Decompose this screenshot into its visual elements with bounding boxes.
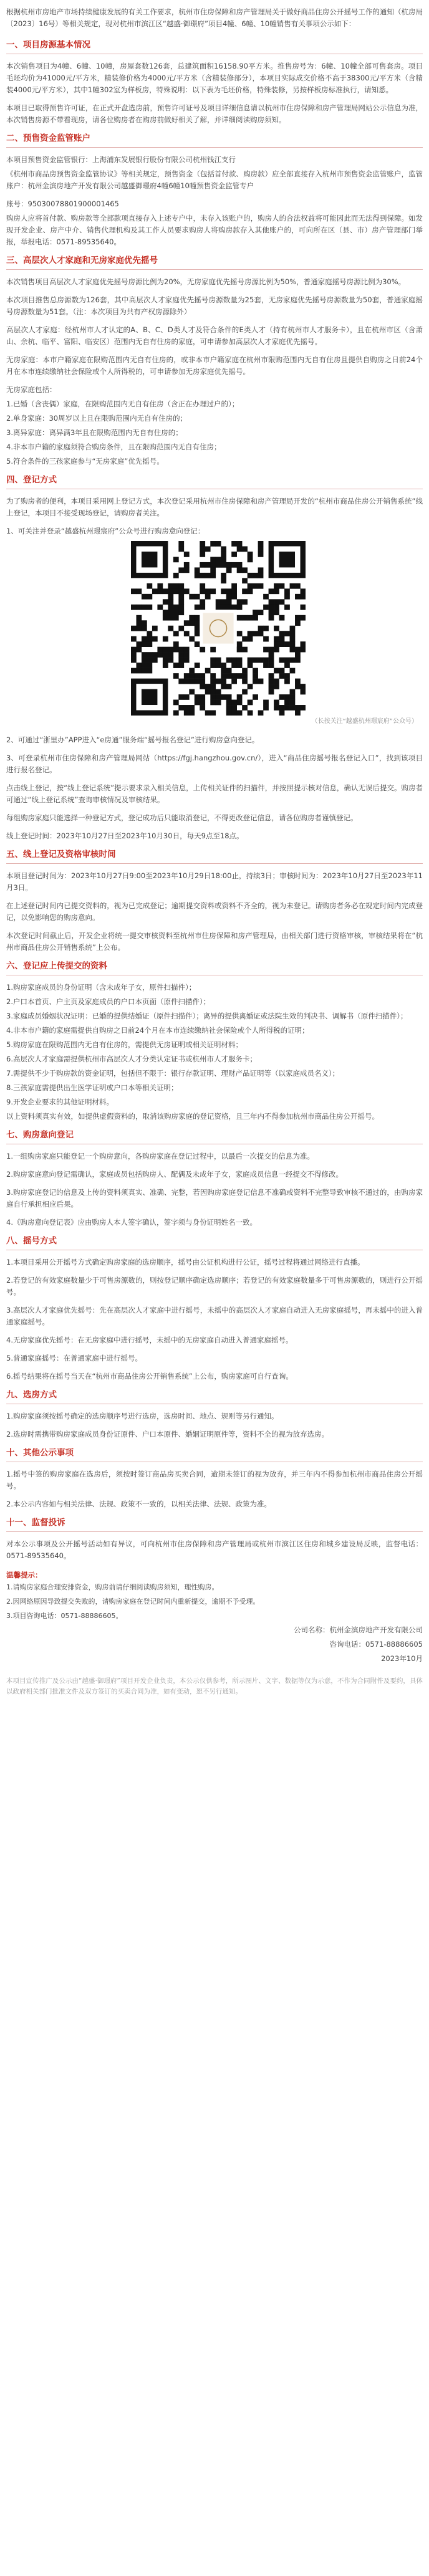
paragraph: 2.购房家庭意向登记需确认，家庭成员包括购房人、配偶及未成年子女，家庭成员信息一经提交不得修改。: [6, 1170, 343, 1179]
section-title: 一、项目房源基本情况: [6, 40, 90, 50]
paragraph: 3.高层次人才家庭优先摇号：先在高层次人才家庭中进行摇号，未摇中的高层次人才家庭自动进入无房家庭摇号，再未摇中的进入普通家庭摇号。: [6, 1306, 423, 1326]
escrow-account-number: 账号：95030078801900001465: [6, 199, 119, 208]
company-phone: 咨询电话：0571-88886605: [329, 1640, 423, 1649]
paragraph: 1.本项目采用公开摇号方式确定购房家庭的选房顺序，摇号由公证机构进行公证，摇号过程将通过网络进行直播。: [6, 1258, 365, 1266]
paragraph: 在上述登记时间内已提交资料的，视为已完成登记；逾期提交资料或资料不齐全的，视为未登记。请购房者务必在规定时间内完成登记，以免影响您的购房意向。: [6, 901, 423, 922]
list-item: 9.开发企业要求的其他证明材料。: [6, 1098, 113, 1106]
list-item: 2.户口本首页、户主页及家庭成员的户口本页面（原件扫描件）；: [6, 997, 211, 1006]
paragraph: 对本公示事项及公开摇号活动如有异议，可向杭州市住房保障和房产管理局或杭州市滨江区住房和城乡建设局反映，监督电话：0571-89535640。: [6, 1539, 423, 1560]
paragraph: 以上资料须真实有效，如提供虚假资料的，取消该购房家庭的登记资格，且三年内不得参加杭州市商品住房公开摇号。: [6, 1112, 379, 1121]
paragraph: 1.一组购房家庭只能登记一个购房意向，各购房家庭在登记过程中，以最后一次提交的信息为准。: [6, 1152, 314, 1161]
section-other-notices: [6, 1447, 423, 1510]
list-item: 5.符合条件的三孩家庭参与“无房家庭”优先摇号。: [6, 457, 164, 466]
paragraph: 4.《购房意向登记表》应由购房人本人签字确认，签字须与身份证明姓名一致。: [6, 1218, 257, 1227]
paragraph: 本次项目推售总房源数为126套，其中高层次人才家庭优先摇号房源数量为25套，无房家庭优先摇号房源数量为50套，普通家庭摇号房源数量为51套。（注：本次项目为共有产权房源除外）: [6, 295, 423, 316]
section-title: 四、登记方式: [6, 475, 57, 485]
section-title: 七、购房意向登记: [6, 1130, 74, 1140]
paragraph: 为了购房者的便利，本项目采用网上登记方式，本次登记采用杭州市住房保障和房产管理局开发的“杭州市商品住房公开销售系统”线上登记，本项目不接受现场登记，请购房者关注。: [6, 497, 423, 517]
paragraph: 《杭州市商品房预售资金监管协议》等相关规定，预售资金（包括首付款、购房款）应全部直接存入杭州市预售资金监管账户，监管账户：杭州金滨房地产开发有限公司越盛御璟府4幢6幢10幢预售资金监管专户: [6, 170, 423, 190]
section-registration-time: [6, 848, 423, 954]
qr-code-block: [6, 541, 423, 728]
section-title: 三、高层次人才家庭和无房家庭优先摇号: [6, 256, 158, 266]
escrow-bank: 本项目预售资金监管银行：上海浦东发展银行股份有限公司杭州钱江支行: [6, 155, 236, 164]
section-intent-registration: [6, 1129, 423, 1228]
section-divider: [6, 269, 423, 270]
disclaimer-notice: 本项目宣传推广及公示由“越盛·御璟府”项目开发企业负责，本公示仅供参考，所示图片、文字、数据等仅为示意，不作为合同附件及要约，具体以政府相关部门批准文件及双方签订的买卖合同为准，如有变动，恕不另行通知。: [6, 1677, 423, 1695]
section-lottery-method: [6, 1235, 423, 1382]
list-item: 1.购房家庭成员的身份证明（含未成年子女，原件扫描件）；: [6, 983, 196, 992]
section-divider: [6, 147, 423, 148]
paragraph: 5.普通家庭摇号：在普通家庭中进行摇号。: [6, 1354, 142, 1362]
reminder-item: 2.因网络原因导致提交失败的，请购房家庭在登记时间内重新提交，逾期不予受理。: [6, 1597, 260, 1606]
paragraph: 本次登记时间截止后，开发企业将统一提交审核资料至杭州市住房保障和房产管理局，由相关部门进行资格审核，审核结果将在“杭州市商品住房公开销售系统”上公布。: [6, 931, 423, 952]
section-priority-lottery: [6, 254, 423, 467]
section-title: 十一、监督投诉: [6, 1518, 65, 1528]
paragraph: 每组购房家庭只能选择一种登记方式，登记成功后只能取消登记，不得更改登记信息，请各位购房者谨慎登记。: [6, 813, 358, 822]
paragraph: 本项目登记时间为：2023年10月27日9:00至2023年10月29日18:00止，持续3日；审核时间为：2023年10月27日至2023年11月3日。: [6, 871, 423, 892]
list-item: 1.已婚（含丧偶）家庭，在限购范围内无自有住房（含正在办理过户的）；: [6, 400, 239, 408]
list-item: 8.三孩家庭需提供出生医学证明或户口本等相关证明；: [6, 1083, 178, 1092]
paragraph: 本次销售项目高层次人才家庭优先摇号房源比例为20%，无房家庭优先摇号房源比例为50%，普通家庭摇号房源比例为30%。: [6, 277, 406, 286]
section-divider: [6, 863, 423, 864]
list-intro: 无房家庭包括：: [6, 385, 57, 394]
section-required-documents: [6, 960, 423, 1123]
paragraph: 1.摇号中签的购房家庭在选房后，须按时签订商品房买卖合同，逾期未签订的视为放弃，并三年内不得参加杭州市商品住房公开摇号。: [6, 1470, 423, 1490]
section-supervision: [6, 1516, 423, 1562]
section-project-info: [6, 39, 423, 126]
paragraph: 2.若登记的有效家庭数量少于可售房源数的，则按登记顺序确定选房顺序；若登记的有效家庭数量多于可售房源数的，则进行公开摇号。: [6, 1276, 423, 1296]
qr-code-image[interactable]: [131, 541, 306, 716]
paragraph: 本次销售项目为4幢、6幢、10幢，房屋套数126套，总建筑面积16158.90平方米。推售房号为：6幢、10幢全部可售套房。项目毛坯均价为41000元/平方米，精装修价格为4000元/平方米（含精装修部分），本项目实际成交价格不高于38300元/平方米（含精装4000元/平方米），其中1幢302室为样板房，特殊说明：以下表为毛坯价格，特殊装修，另按样板房标准执行，请知悉。: [6, 62, 423, 94]
paragraph: 2.选房时需携带购房家庭成员身份证原件、户口本原件、婚姻证明原件等，资料不全的视为放弃选房。: [6, 1430, 329, 1439]
section-title: 十、其他公示事项: [6, 1448, 74, 1458]
list-item: 2.单身家庭：30周岁以上且在限购范围内无自有住房的；: [6, 414, 188, 423]
company-name: 公司名称：杭州金滨房地产开发有限公司: [294, 1626, 423, 1634]
intro-paragraph: 根据杭州市房地产市场持续健康发展的有关工作要求，杭州市住房保障和房产管理局关于做好商品住房公开摇号工作的通知（杭房局〔2023〕16号）等相关规定，现对杭州市滨江区“越盛·御璟府”项目4幢、6幢、10幢销售有关事项公示如下：: [6, 7, 423, 28]
paragraph: 线上登记时间：2023年10月27日至2023年10月30日，每天9点至18点。: [6, 831, 244, 840]
paragraph: 购房人应将首付款、购房款等全部款项直接存入上述专户中，未存入该账户的，购房人的合法权益将可能因此而无法得到保障。如发现开发企业、房产中介、销售代理机构及其工作人员要求购房人将购房款存入其他账户的，可向所在区（县、市）房产管理部门举报，举报电话：0571-89535640。: [6, 214, 423, 246]
section-title: 九、选房方式: [6, 1390, 57, 1400]
section-title: 二、预售资金监管账户: [6, 133, 90, 143]
section-selection-method: [6, 1389, 423, 1440]
list-item: 4.非本市户籍的家庭须符合购房条件，且在限购范围内无自有住房；: [6, 443, 221, 451]
qr-code-icon: [131, 541, 306, 716]
list-item: 3.离异家庭：离异满3年且在限购范围内无自有住房的；: [6, 428, 183, 437]
section-escrow-account: [6, 132, 423, 248]
list-item: 4.非本市户籍的家庭需提供自购房之日前24个月在本市连续缴纳社会保险或个人所得税的证明；: [6, 1026, 309, 1035]
paragraph: 1、可关注并登录“越盛杭州璟宸府”公众号进行购房意向登记：: [6, 527, 205, 535]
paragraph: 本项目已取得预售许可证，在正式开盘选房前，预售许可证号及项目详细信息请以杭州市住房保障和房产管理局网站公示信息为准，本次销售房源不带看现房，请各位购房者在购房前做好相关了解，并详细阅读购房须知。: [6, 103, 423, 124]
section-registration-method: [6, 474, 423, 842]
paragraph: 2、可通过“浙里办”APP进入“e房通”服务端“摇号报名登记”进行购房意向登记。: [6, 735, 259, 744]
qr-caption: （长按关注“越盛杭州璟宸府”公众号）: [311, 718, 418, 725]
section-title: 八、摇号方式: [6, 1236, 57, 1246]
section-title: 六、登记应上传提交的资料: [6, 961, 107, 971]
list-item: 7.需提供不少于购房款的资金证明，包括但不限于：银行存款证明、理财产品证明等（以家庭成员名义）；: [6, 1069, 340, 1078]
section-divider: [6, 1531, 423, 1532]
list-item: 3.家庭成员婚姻状况证明：已婚的提供结婚证（原件扫描件）；离异的提供离婚证或法院生效的判决书、调解书（原件扫描件）；: [6, 1012, 408, 1020]
paragraph: 4.无房家庭优先摇号：在无房家庭中进行摇号，未摇中的无房家庭自动进入普通家庭摇号。: [6, 1336, 293, 1344]
paragraph: 3、可登录杭州市住房保障和房产管理局网站（https://fgj.hangzhou.gov.cn/），进入“商品住房摇号报名登记入口”，找到该项目进行报名登记。: [6, 754, 423, 774]
paragraph: 点击线上登记，按“线上登记系统”提示要求录入相关信息，上传相关证件的扫描件，并按照提示核对信息，确认无误后提交。购房者可通过“线上登记系统”查询审核情况及审核结果。: [6, 783, 423, 804]
reminder-item: 3.项目咨询电话：0571-88886605。: [6, 1612, 123, 1620]
list-item: 5.购房家庭在限购范围内无自有住房的，需提供无房证明或相关证明材料；: [6, 1040, 243, 1049]
paragraph: 1.购房家庭须按摇号确定的选房顺序号进行选房，选房时间、地点、规则等另行通知。: [6, 1412, 279, 1420]
announcement-date: 2023年10月: [381, 1654, 423, 1663]
reminder-item: 1.请购房家庭合理安排资金，购房前请仔细阅读购房须知，理性购房。: [6, 1583, 219, 1591]
paragraph: 6.摇号结果将在摇号当天在“杭州市商品住房公开销售系统”上公布，购房家庭可自行查询。: [6, 1372, 293, 1381]
paragraph: 2.本公示内容如与相关法律、法规、政策不一致的，以相关法律、法规、政策为准。: [6, 1500, 271, 1508]
list-item: 6.高层次人才家庭需提供杭州市高层次人才分类认定证书或杭州市人才服务卡；: [6, 1055, 257, 1063]
section-title: 五、线上登记及资格审核时间: [6, 850, 116, 859]
paragraph: 高层次人才家庭：经杭州市人才认定的A、B、C、D类人才及符合条件的E类人才（持有杭州市人才服务卡），且在杭州市区（含萧山、余杭、临平、富阳、临安区）范围内无自有住房的家庭，可申请参加高层次人才家庭优先摇号。: [6, 325, 423, 346]
paragraph: 3.购房家庭登记的信息及上传的资料须真实、准确、完整，若因购房家庭登记信息不准确或资料不完整导致审核不通过的，由购房家庭自行承担相应后果。: [6, 1188, 423, 1209]
paragraph: 无房家庭：本市户籍家庭在限购范围内无自有住房的，或非本市户籍家庭在杭州市限购范围内无自有住房且提供自购房之日前24个月在本市连续缴纳社会保险或个人所得税的，可申请参加无房家庭优先摇号。: [6, 355, 423, 376]
reminder-title: 温馨提示：: [6, 1571, 42, 1579]
